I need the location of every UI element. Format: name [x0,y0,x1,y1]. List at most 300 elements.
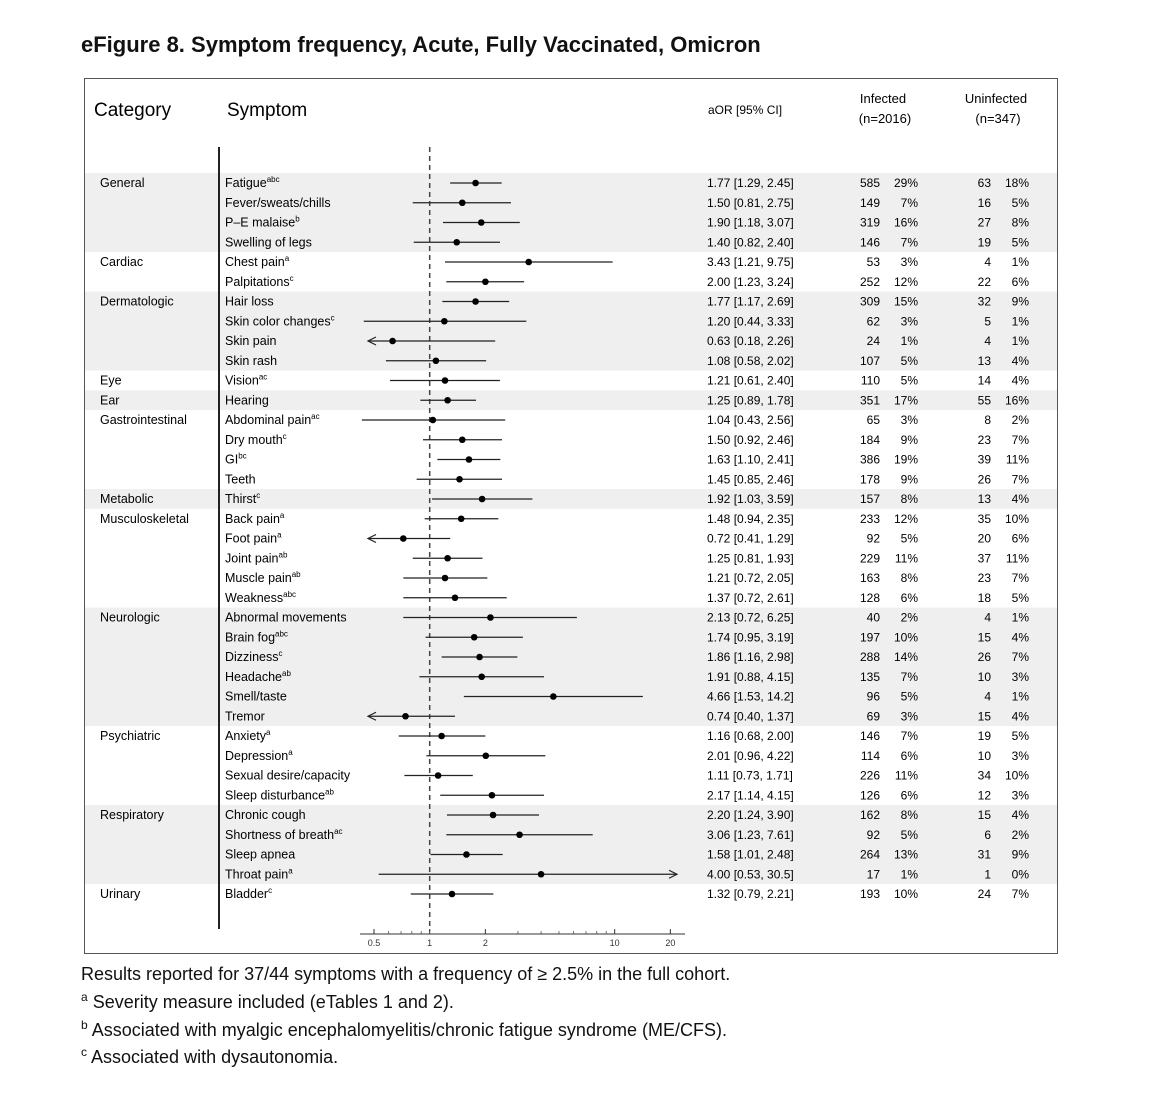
infected-count: 233 [859,511,880,526]
infected-percent: 3% [900,314,918,329]
point-estimate [458,515,465,522]
aor-ci-value: 1.50 [0.81, 2.75] [707,195,794,210]
infected-count: 226 [859,768,880,783]
category-label: Ear [100,393,120,408]
aor-ci-value: 0.63 [0.18, 2.26] [707,334,794,348]
infected-percent: 10% [893,887,918,901]
aor-ci-value: 1.50 [0.92, 2.46] [707,432,794,447]
aor-ci-value: 3.43 [1.21, 9.75] [707,255,794,269]
point-estimate [449,891,456,898]
infected-percent: 6% [900,590,918,605]
symptom-label [225,866,293,881]
footnote-b-text: Associated with myalgic encephalomyelitis/chronic fatigue syndrome (ME/CFS). [91,1020,727,1040]
symptom-name: Swelling of legs [225,235,312,250]
point-estimate [466,456,473,463]
symptom-name: Sleep disturbance [225,788,326,803]
symptom-name: Chest pain [225,255,285,269]
x-tick-label: 1 [427,938,433,948]
aor-ci-value: 1.77 [1.29, 2.45] [707,176,794,190]
infected-percent: 3% [900,709,918,724]
uninfected-count: 15 [977,709,991,724]
uninfected-count: 14 [977,373,991,388]
infected-count: 135 [859,669,880,684]
symptom-name: Vision [225,373,259,388]
category-label: Psychiatric [100,729,161,743]
header-aor: aOR [95% CI] [708,103,783,117]
uninfected-percent: 8% [1011,215,1029,230]
footnote-b [81,1018,727,1041]
symptom-superscript: ab [325,787,334,797]
point-estimate [476,654,483,661]
symptom-label [225,709,265,723]
infected-count: 178 [859,472,880,487]
aor-ci-value: 1.45 [0.85, 2.46] [707,472,794,487]
uninfected-percent: 0% [1011,867,1029,882]
category-label: Metabolic [100,492,154,506]
infected-percent: 12% [893,511,918,526]
symptom-name: Fatigue [225,176,267,190]
uninfected-percent: 6% [1011,531,1029,546]
infected-percent: 7% [900,729,918,743]
infected-percent: 5% [900,353,918,368]
uninfected-count: 19 [977,729,991,743]
symptom-superscript: ab [278,550,288,560]
symptom-label [225,649,283,664]
category-label: Gastrointestinal [100,413,187,427]
uninfected-count: 15 [977,808,991,822]
infected-count: 288 [859,650,880,664]
infected-count: 92 [866,827,880,842]
symptom-label [225,769,351,783]
uninfected-percent: 9% [1011,847,1029,862]
aor-ci-value: 1.63 [1.10, 2.41] [707,452,794,467]
forest-plot [85,79,1057,953]
infected-percent: 8% [900,808,918,822]
symptom-superscript: ab [291,570,301,579]
uninfected-percent: 10% [1004,511,1029,526]
category-label: Urinary [100,887,141,901]
infected-percent: 15% [893,294,918,309]
infected-count: 96 [866,689,880,704]
uninfected-count: 37 [977,551,991,566]
uninfected-percent: 7% [1011,472,1029,487]
uninfected-count: 23 [977,432,991,447]
point-estimate [472,298,479,305]
symptom-label [225,669,291,684]
point-estimate [400,535,407,542]
infected-count: 62 [866,314,880,329]
infected-count: 163 [859,571,880,585]
point-estimate [538,871,545,878]
symptom-label [225,412,320,427]
symptom-name: Dizziness [225,650,279,664]
symptom-name: Muscle pain [225,571,292,585]
symptom-label [225,196,331,210]
symptom-label [225,373,267,388]
infected-count: 157 [859,492,880,506]
infected-count: 309 [859,294,880,309]
symptom-label [225,235,312,249]
infected-count: 146 [859,235,880,250]
point-estimate [430,417,437,424]
uninfected-percent: 4% [1011,353,1029,368]
symptom-label [225,313,335,328]
infected-count: 184 [859,432,880,447]
infected-count: 146 [859,729,880,743]
category-label: Respiratory [100,808,164,822]
symptom-name: Skin rash [225,353,278,368]
aor-ci-value: 1.58 [1.01, 2.48] [707,847,794,862]
uninfected-count: 6 [984,827,991,842]
uninfected-count: 4 [984,610,991,625]
infected-count: 53 [866,255,880,269]
aor-ci-value: 1.37 [0.72, 2.61] [707,590,794,605]
uninfected-count: 31 [977,847,991,862]
symptom-name: Thirst [225,492,257,506]
infected-count: 351 [859,393,880,408]
symptom-name: Joint pain [225,551,279,566]
symptom-name: Smell/taste [225,689,287,704]
symptom-name: Headache [225,669,282,684]
figure-title: eFigure 8. Symptom frequency, Acute, Fully Vaccinated, Omicron [81,32,761,57]
uninfected-percent: 1% [1011,689,1029,704]
header-category: Category [94,100,172,121]
x-tick-label: 2 [482,938,488,948]
symptom-name: Anxiety [225,729,266,743]
point-estimate [525,259,532,266]
footnote-c-mark: c [81,1045,87,1059]
uninfected-count: 13 [977,353,991,368]
infected-percent: 6% [900,748,918,763]
symptom-superscript: a [266,728,271,737]
symptom-superscript: b [295,214,300,224]
symptom-superscript: c [268,886,273,895]
header-infected: Infected [859,91,907,106]
uninfected-percent: 9% [1011,294,1029,309]
aor-ci-value: 2.01 [0.96, 4.22] [707,748,794,763]
uninfected-count: 63 [977,176,991,190]
infected-percent: 5% [900,531,918,546]
symptom-label [225,432,287,447]
symptom-superscript: ac [334,826,343,836]
symptom-name: Sleep apnea [225,847,296,862]
aor-ci-value: 1.20 [0.44, 3.33] [707,314,794,329]
point-estimate [472,180,479,187]
point-estimate [479,496,486,503]
infected-percent: 10% [893,630,918,645]
uninfected-percent: 5% [1011,729,1029,743]
footnote-c-text: Associated with dysautonomia. [91,1047,339,1067]
point-estimate [478,219,485,226]
header-uninfected-n: (n=347) [975,111,1021,126]
footnote-a-text: Severity measure included (eTables 1 and 2). [92,992,454,1012]
symptom-label [225,254,290,269]
symptom-superscript: c [256,491,261,500]
infected-percent: 5% [900,373,918,388]
uninfected-percent: 2% [1011,413,1029,427]
infected-count: 264 [859,847,880,862]
uninfected-count: 5 [984,314,991,329]
symptom-name: Brain fog [225,630,276,645]
infected-percent: 14% [893,650,918,664]
uninfected-percent: 18% [1004,176,1029,190]
aor-ci-value: 3.06 [1.23, 7.61] [707,827,794,842]
infected-percent: 5% [900,689,918,704]
symptom-name: Teeth [225,472,256,487]
uninfected-count: 26 [977,650,991,664]
plot-rows [100,175,1029,901]
aor-ci-value: 1.25 [0.81, 1.93] [707,551,794,566]
uninfected-percent: 11% [1005,452,1029,467]
aor-ci-value: 4.66 [1.53, 14.2] [707,689,794,704]
aor-ci-value: 4.00 [0.53, 30.5] [707,867,794,882]
uninfected-count: 4 [984,689,991,704]
aor-ci-value: 0.74 [0.40, 1.37] [707,709,794,724]
uninfected-count: 4 [984,334,991,348]
point-estimate [452,594,459,601]
uninfected-count: 20 [977,531,991,546]
symptom-label [225,472,256,486]
point-estimate [435,772,442,779]
forest-plot-panel [84,78,1058,954]
infected-percent: 11% [894,768,918,783]
infected-percent: 8% [900,571,918,585]
aor-ci-value: 1.74 [0.95, 3.19] [707,630,794,645]
aor-ci-value: 2.13 [0.72, 6.25] [707,610,794,625]
header-symptom: Symptom [227,100,308,121]
category-label: Musculoskeletal [100,511,189,526]
infected-count: 65 [866,413,880,427]
uninfected-count: 18 [977,590,991,605]
infected-percent: 9% [900,472,918,487]
uninfected-count: 26 [977,472,991,487]
symptom-superscript: c [278,649,283,658]
x-axis [360,929,685,948]
point-estimate [389,338,396,345]
infected-percent: 2% [900,610,918,625]
x-tick-label: 20 [665,938,676,948]
infected-count: 110 [860,373,880,388]
symptom-label [225,511,285,526]
infected-percent: 29% [893,176,918,190]
symptom-name: Fever/sweats/chills [225,195,331,210]
symptom-name: Abnormal movements [225,610,347,625]
symptom-superscript: c [282,431,287,441]
uninfected-count: 16 [977,195,991,210]
infected-percent: 3% [900,255,918,269]
uninfected-percent: 1% [1011,314,1029,329]
infected-count: 585 [859,176,880,190]
symptom-name: Sexual desire/capacity [225,768,351,783]
symptom-name: Hair loss [225,294,274,309]
uninfected-percent: 1% [1011,334,1029,348]
uninfected-percent: 3% [1011,748,1029,763]
aor-ci-value: 1.86 [1.16, 2.98] [707,650,794,664]
uninfected-count: 35 [977,511,991,526]
uninfected-count: 10 [977,748,991,763]
category-label: General [100,176,145,190]
aor-ci-value: 1.21 [0.61, 2.40] [707,373,794,388]
infected-count: 319 [859,215,880,230]
uninfected-count: 39 [977,452,991,467]
point-estimate [442,377,449,384]
symptom-superscript: bc [238,451,247,461]
infected-count: 229 [859,551,880,566]
uninfected-percent: 5% [1011,195,1029,210]
uninfected-count: 13 [977,492,991,506]
infected-count: 149 [859,195,880,210]
uninfected-percent: 1% [1011,255,1029,269]
uninfected-percent: 2% [1011,827,1029,842]
infected-count: 162 [859,808,880,822]
category-label: Neurologic [100,610,160,625]
footnote-a [81,990,454,1013]
infected-count: 252 [859,274,880,289]
infected-percent: 8% [900,492,918,506]
symptom-name: Tremor [225,709,265,724]
uninfected-percent: 5% [1011,235,1029,250]
symptom-label [225,827,343,842]
symptom-label [225,787,335,802]
infected-count: 126 [859,788,880,803]
uninfected-count: 12 [977,788,991,803]
aor-ci-value: 1.11 [0.73, 1.71] [707,768,793,783]
symptom-name: Skin color changes [225,314,331,329]
aor-ci-value: 1.40 [0.82, 2.40] [707,235,794,250]
infected-percent: 9% [900,432,918,447]
symptom-label [225,452,247,467]
infected-percent: 3% [900,413,918,427]
uninfected-count: 8 [984,413,991,427]
symptom-label [225,886,272,901]
aor-ci-value: 1.90 [1.18, 3.07] [707,215,794,230]
uninfected-percent: 1% [1011,610,1029,625]
symptom-name: P–E malaise [225,215,296,230]
point-estimate [456,476,463,483]
category-label: Dermatologic [100,294,174,309]
header-infected-n: (n=2016) [858,111,912,126]
header-uninfected: Uninfected [964,91,1028,106]
infected-percent: 13% [893,847,918,862]
uninfected-count: 32 [977,294,991,309]
symptom-name: Hearing [225,393,269,408]
infected-percent: 1% [900,867,918,882]
symptom-superscript: ac [311,412,320,421]
point-estimate [482,752,489,759]
infected-count: 197 [859,630,880,645]
category-label: Cardiac [100,255,144,269]
uninfected-percent: 4% [1011,808,1029,822]
x-tick-label: 0.5 [367,938,381,948]
infected-percent: 7% [900,235,918,250]
footnote-c [81,1045,338,1068]
uninfected-percent: 6% [1011,274,1029,289]
point-estimate [459,199,466,206]
symptom-superscript: abc [283,589,297,599]
uninfected-percent: 3% [1011,669,1029,684]
infected-count: 386 [859,452,880,467]
symptom-superscript: a [288,866,293,876]
point-estimate [490,812,497,819]
symptom-name: Chronic cough [225,808,306,822]
uninfected-count: 27 [977,215,991,230]
uninfected-count: 1 [984,867,991,882]
point-estimate [463,851,470,858]
uninfected-count: 34 [977,768,991,783]
uninfected-percent: 4% [1011,492,1029,506]
symptom-superscript: abc [275,629,288,639]
symptom-superscript: a [277,530,282,540]
symptom-name: Back pain [225,511,280,526]
uninfected-percent: 4% [1011,630,1029,645]
symptom-superscript: c [330,313,335,323]
symptom-superscript: a [279,510,285,520]
symptom-name: Palpitations [225,274,290,289]
symptom-name: Dry mouth [225,432,283,447]
point-estimate [516,831,523,838]
infected-count: 17 [866,867,880,882]
aor-ci-value: 1.92 [1.03, 3.59] [707,492,794,506]
infected-count: 114 [860,748,880,763]
symptom-label [225,808,306,822]
symptom-label [225,748,293,763]
symptom-name: Bladder [225,887,269,901]
symptom-label [225,491,260,506]
point-estimate [433,357,440,364]
uninfected-count: 55 [977,393,991,408]
infected-percent: 7% [900,669,918,684]
uninfected-count: 24 [977,887,991,901]
symptom-label [225,611,347,625]
aor-ci-value: 1.77 [1.17, 2.69] [707,294,794,309]
symptom-label [225,295,274,309]
uninfected-count: 10 [977,669,991,684]
infected-percent: 11% [894,551,918,566]
symptom-name: Foot pain [225,531,278,546]
uninfected-percent: 11% [1005,551,1029,566]
uninfected-percent: 7% [1011,432,1029,447]
uninfected-count: 19 [977,235,991,250]
aor-ci-value: 1.21 [0.72, 2.05] [707,571,794,585]
aor-ci-value: 1.16 [0.68, 2.00] [707,729,794,743]
symptom-superscript: abc [266,175,280,184]
point-estimate [442,575,449,582]
point-estimate [550,693,557,700]
symptom-label [225,550,288,565]
symptom-superscript: c [289,273,294,283]
symptom-label [225,848,295,862]
infected-percent: 17% [893,393,918,408]
point-estimate [482,278,489,285]
uninfected-percent: 16% [1004,393,1029,408]
aor-ci-value: 1.48 [0.94, 2.35] [707,511,794,526]
point-estimate [453,239,460,246]
point-estimate [487,614,494,621]
aor-ci-value: 1.25 [0.89, 1.78] [707,393,794,408]
aor-ci-value: 1.08 [0.58, 2.02] [707,353,794,368]
aor-ci-value: 0.72 [0.41, 1.29] [707,531,794,546]
symptom-label [225,728,271,743]
infected-count: 69 [866,709,880,724]
uninfected-percent: 3% [1011,788,1029,803]
uninfected-percent: 7% [1011,887,1029,901]
footnote-a-mark: a [81,990,88,1004]
aor-ci-value: 2.20 [1.24, 3.90] [707,808,794,822]
point-estimate [478,673,485,680]
infected-percent: 5% [900,827,918,842]
uninfected-percent: 7% [1011,571,1029,585]
aor-ci-value: 1.91 [0.88, 4.15] [707,669,794,684]
